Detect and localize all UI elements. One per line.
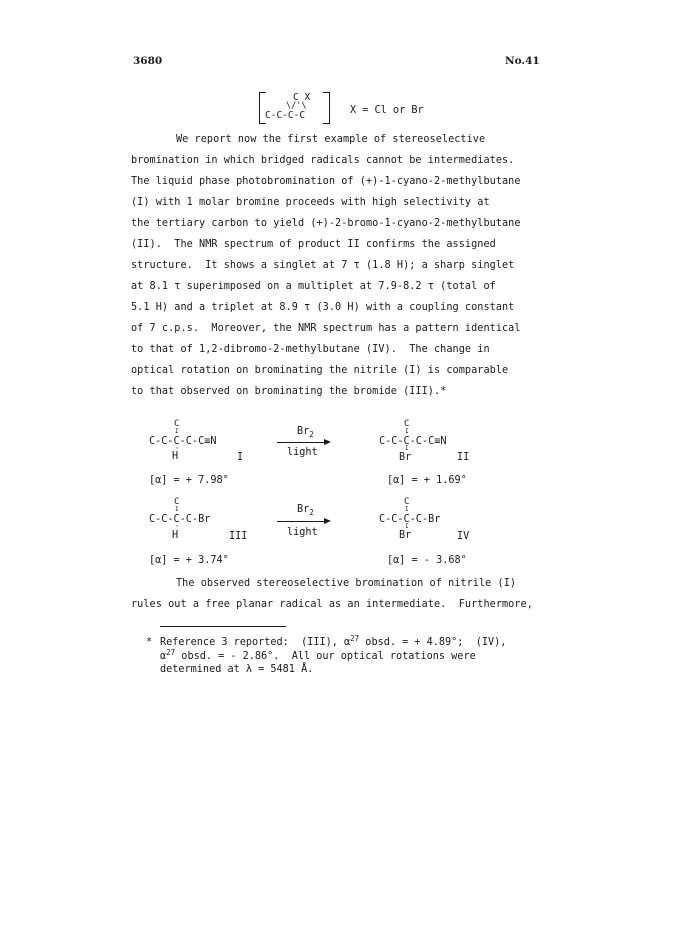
optical-rotation: [α] = - 3.68° (387, 555, 467, 566)
text-line: bromination in which bridged radicals cannot be intermediates. (131, 155, 515, 166)
branch-carbon: C (404, 497, 410, 507)
bridge-chain: C-C-C-C (265, 110, 306, 121)
issue-number: No.41 (505, 55, 540, 67)
condition: light (287, 447, 318, 458)
text-line: The liquid phase photobromination of (+)-1-cyano-2-methylbutane (131, 176, 521, 187)
branch-bond: I (405, 506, 409, 513)
compound-label: I (237, 452, 244, 463)
substituent: H (172, 451, 179, 462)
reagent: $Br_2$ (297, 426, 314, 439)
branch-bond: I (175, 428, 179, 435)
text-line: (II). The NMR spectrum of product II confirms the assigned (131, 239, 496, 250)
text-line: at 8.1 τ superimposed on a multiplet at 7.9-8.2 τ (total of (131, 281, 496, 292)
branch-carbon: C (174, 419, 180, 429)
text-line: rules out a free planar radical as an intermediate. Furthermore, (131, 599, 533, 610)
text-line: The observed stereoselective bromination of nitrile (I) (176, 578, 517, 589)
compound-label: IV (457, 531, 470, 542)
arrow-head (324, 439, 331, 445)
optical-rotation: [α] = + 3.74° (149, 555, 229, 566)
branch-carbon: C (404, 419, 410, 429)
page-number: 3680 (133, 55, 163, 67)
text-line: to that of 1,2-dibromo-2-methylbutane (IV). The change in (131, 344, 490, 355)
bridge-atoms: C X (293, 92, 311, 103)
compound-formula: C-C-C-C-Br (379, 514, 441, 525)
footnote-line: Reference 3 reported: (III), $\alpha^{27}$ obsd. = + 4.89°; (IV), (160, 634, 507, 648)
condition: light (287, 527, 318, 538)
text-line: of 7 c.p.s. Moreover, the NMR spectrum has a pattern identical (131, 323, 521, 334)
right-bracket (323, 92, 330, 124)
branch-carbon: C (174, 497, 180, 507)
reagent: $Br_2$ (297, 504, 314, 517)
branch-bond: I (405, 428, 409, 435)
h-bond: ' (175, 446, 180, 454)
footnote-rule (160, 626, 286, 627)
br-bond: I (405, 523, 409, 530)
optical-rotation: [α] = + 7.98° (149, 475, 229, 486)
arrow-head (324, 518, 331, 524)
compound-label: III (229, 531, 248, 542)
arrow-shaft (277, 442, 325, 443)
footnote-line: $\alpha^{27}$ obsd. = - 2.86°. All our optical rotations were (160, 648, 476, 662)
compound-label: II (457, 452, 470, 463)
substituent: Br (399, 452, 412, 463)
bridge-bonds: \/'\ (286, 101, 307, 111)
h-bond: ' (175, 524, 180, 532)
text-line: We report now the first example of stereoselective (176, 134, 486, 145)
bridge-definition: X = Cl or Br (350, 105, 424, 116)
text-line: structure. It shows a singlet at 7 τ (1.8 H); a sharp singlet (131, 260, 515, 271)
text-line: (I) with 1 molar bromine proceeds with high selectivity at (131, 197, 490, 208)
optical-rotation: [α] = + 1.69° (387, 475, 467, 486)
compound-formula: C-C-C-C-C≡N (379, 436, 447, 447)
substituent: H (172, 530, 179, 541)
branch-bond: I (175, 506, 179, 513)
br-bond: I (405, 445, 409, 452)
text-line: the tertiary carbon to yield (+)-2-bromo-1-cyano-2-methylbutane (131, 218, 521, 229)
text-line: to that observed on brominating the bromide (III).* (131, 386, 447, 397)
text-line: 5.1 H) and a triplet at 8.9 τ (3.0 H) with a coupling constant (131, 302, 515, 313)
footnote-marker: * (146, 637, 153, 648)
compound-formula: C-C-C-C-Br (149, 514, 211, 525)
compound-formula: C-C-C-C-C≡N (149, 436, 217, 447)
arrow-shaft (277, 521, 325, 522)
text-line: optical rotation on brominating the nitrile (I) is comparable (131, 365, 509, 376)
substituent: Br (399, 530, 412, 541)
footnote-line: determined at λ = 5481 Å. (160, 664, 314, 675)
